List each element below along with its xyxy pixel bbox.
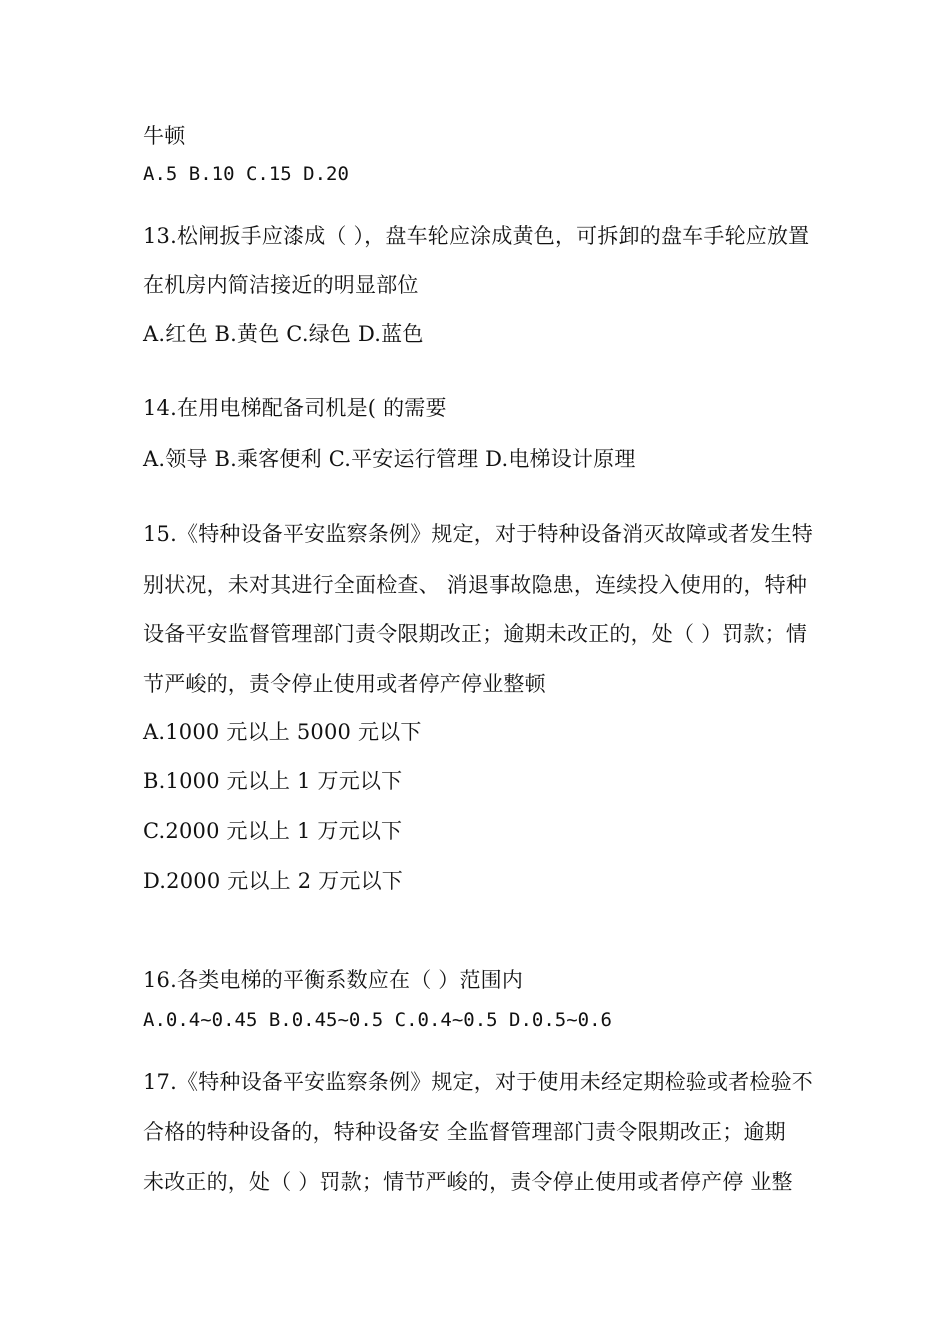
q15-stem-line-3: 设备平安监督管理部门责令限期改正；逾期未改正的，处（ ）罚款；情 <box>143 622 808 646</box>
q14-options: A.领导 B.乘客便利 C.平安运行管理 D.电梯设计原理 <box>143 447 636 471</box>
q15-stem-line-1: 15.《特种设备平安监察条例》规定，对于特种设备消灭故障或者发生特 <box>143 522 813 546</box>
q15-stem-line-2: 别状况，未对其进行全面检查、 消退事故隐患，连续投入使用的，特种 <box>143 573 808 597</box>
q15-option-d: D.2000 元以上 2 万元以下 <box>143 869 403 893</box>
q15-stem-line-4: 节严峻的，责令停止使用或者停产停业整顿 <box>143 672 546 696</box>
q12-options: A.5 B.10 C.15 D.20 <box>143 163 349 185</box>
q16-stem: 16.各类电梯的平衡系数应在（ ）范围内 <box>143 968 524 992</box>
q13-stem-line-1: 13.松闸扳手应漆成（ ），盘车轮应涂成黄色，可拆卸的盘车手轮应放置 <box>143 224 810 248</box>
q14-stem: 14.在用电梯配备司机是( 的需要 <box>143 396 447 420</box>
q16-options: A.0.4~0.45 B.0.45~0.5 C.0.4~0.5 D.0.5~0.6 <box>143 1009 612 1031</box>
q13-stem-line-2: 在机房内简洁接近的明显部位 <box>143 273 419 297</box>
text-line-continuation: 牛顿 <box>143 124 186 148</box>
q17-stem-line-3: 未改正的，处（ ）罚款；情节严峻的，责令停止使用或者停产停 业整 <box>143 1170 793 1194</box>
q15-option-b: B.1000 元以上 1 万元以下 <box>143 769 403 793</box>
q15-option-c: C.2000 元以上 1 万元以下 <box>143 819 403 843</box>
q13-options: A.红色 B.黄色 C.绿色 D.蓝色 <box>143 322 424 346</box>
q15-option-a: A.1000 元以上 5000 元以下 <box>143 720 422 744</box>
q17-stem-line-1: 17.《特种设备平安监察条例》规定，对于使用未经定期检验或者检验不 <box>143 1070 813 1094</box>
q17-stem-line-2: 合格的特种设备的，特种设备安 全监督管理部门责令限期改正；逾期 <box>143 1120 786 1144</box>
